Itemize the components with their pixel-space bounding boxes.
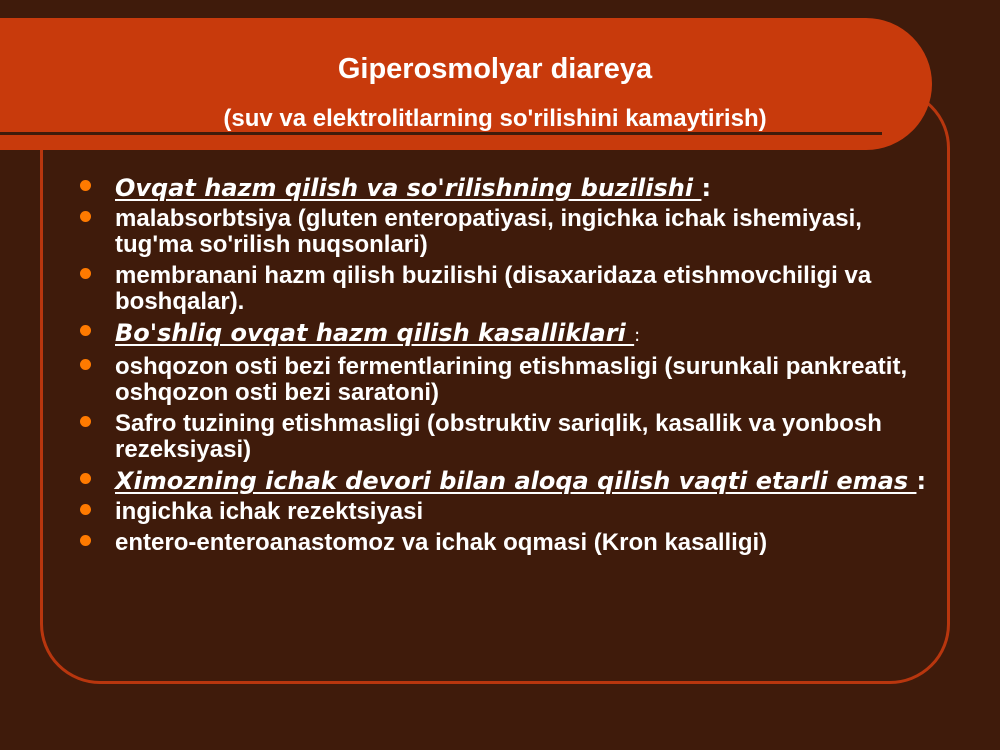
bullet-text: Safro tuzining etishmasligi (obstruktiv sariqlik, kasallik va yonbosh rezeksiyasi) [115, 410, 882, 463]
bullet-heading [78, 468, 928, 494]
bullet-item [78, 206, 928, 258]
bullet-item [78, 411, 928, 463]
bullet-heading-text: Ovqat hazm qilish va so'rilishning buzilishi [115, 174, 702, 202]
bullet-icon [80, 268, 91, 279]
bullet-list [78, 175, 928, 561]
bullet-icon [80, 325, 91, 336]
bullet-icon [80, 211, 91, 222]
bullet-heading [78, 175, 928, 201]
bullet-icon [80, 473, 91, 484]
bullet-heading [78, 320, 928, 349]
bullet-colon: : [916, 467, 927, 495]
bullet-colon: : [701, 174, 712, 202]
bullet-icon [80, 359, 91, 370]
bullet-icon [80, 535, 91, 546]
bullet-item [78, 530, 928, 556]
bullet-icon [80, 504, 91, 515]
bullet-heading-text: Bo'shliq ovqat hazm qilish kasalliklari [115, 319, 635, 347]
bullet-text: oshqozon osti bezi fermentlarining etishmasligi (surunkali pankreatit, oshqozon osti bezi saratoni) [115, 353, 908, 406]
bullet-item [78, 263, 928, 315]
bullet-heading-text: Ximozning ichak devori bilan aloqa qilish vaqti etarli emas [115, 467, 917, 495]
slide-title: Giperosmolyar diareya [337, 53, 653, 85]
bullet-text: ingichka ichak rezektsiyasi [115, 498, 424, 525]
bullet-colon: : [634, 325, 641, 346]
bullet-icon [80, 180, 91, 191]
bullet-text: malabsorbtsiya (gluten enteropatiyasi, ingichka ichak ishemiyasi, tug'ma so'rilish nuqsonlari) [115, 205, 862, 258]
bullet-text: entero-enteroanastomoz va ichak oqmasi (Kron kasalligi) [115, 529, 768, 556]
bullet-text: membranani hazm qilish buzilishi (disaxaridaza etishmovchiligi va boshqalar). [115, 262, 872, 315]
bullet-item [78, 354, 928, 406]
slide-subtitle: (suv va elektrolitlarning so'rilishini kamaytirish) [223, 105, 767, 132]
bullet-icon [80, 416, 91, 427]
bullet-item [78, 499, 928, 525]
